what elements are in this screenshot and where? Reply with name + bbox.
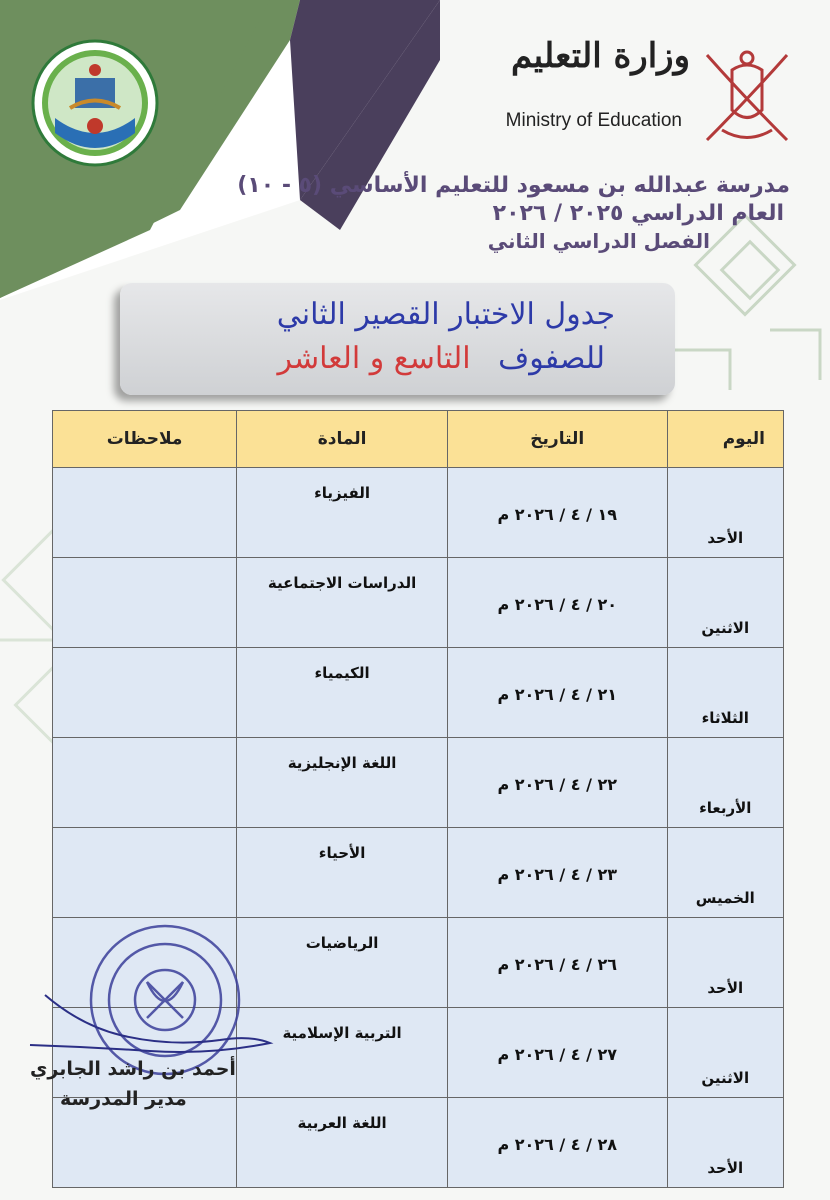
title-banner [120, 283, 675, 395]
row-notes [53, 1098, 237, 1188]
semester: الفصل الدراسي الثاني [487, 229, 710, 253]
row-day: الأحد [667, 918, 783, 1008]
row-date: ٢٠ / ٤ / ٢٠٢٦ م [448, 558, 668, 648]
table-row [53, 468, 784, 558]
row-subject: الفيزياء [237, 468, 448, 558]
header-subject: المادة [237, 411, 448, 468]
table-row [53, 828, 784, 918]
row-subject: الرياضيات [237, 918, 448, 1008]
signature-scribble [10, 985, 310, 1065]
row-date: ٢٧ / ٤ / ٢٠٢٦ م [448, 1008, 668, 1098]
ministry-arabic-name: وزارة التعليم [511, 36, 690, 76]
row-day: الأحد [667, 1098, 783, 1188]
row-day: الثلاثاء [667, 648, 783, 738]
ministry-english-name: Ministry of Education [505, 110, 682, 131]
row-subject: الكيمياء [237, 648, 448, 738]
row-subject: اللغة العربية [237, 1098, 448, 1188]
table-header-row [53, 411, 784, 468]
row-day: الأربعاء [667, 738, 783, 828]
table-row [53, 648, 784, 738]
table-row [53, 738, 784, 828]
banner-title: جدول الاختبار القصير الثاني [276, 297, 615, 332]
row-date: ٢٦ / ٤ / ٢٠٢٦ م [448, 918, 668, 1008]
row-subject: الأحياء [237, 828, 448, 918]
row-date: ٢٢ / ٤ / ٢٠٢٦ م [448, 738, 668, 828]
banner-subtitle [277, 341, 605, 376]
banner-subtitle-prefix: للصفوف [498, 341, 605, 376]
header-day: اليوم [667, 411, 783, 468]
row-date: ١٩ / ٤ / ٢٠٢٦ م [448, 468, 668, 558]
table-row [53, 558, 784, 648]
row-day: الاثنين [667, 558, 783, 648]
row-subject: التربية الإسلامية [237, 1008, 448, 1098]
school-logo [30, 38, 160, 168]
banner-subtitle-grades: التاسع و العاشر [277, 341, 471, 376]
row-notes [53, 738, 237, 828]
row-day: الخميس [667, 828, 783, 918]
row-date: ٢٣ / ٤ / ٢٠٢٦ م [448, 828, 668, 918]
principal-role: مدير المدرسة [60, 1088, 187, 1110]
row-notes [53, 558, 237, 648]
row-notes [53, 648, 237, 738]
school-titles [230, 172, 790, 254]
oman-emblem-icon [692, 40, 802, 150]
row-date: ٢٨ / ٤ / ٢٠٢٦ م [448, 1098, 668, 1188]
row-day: الأحد [667, 468, 783, 558]
row-subject: اللغة الإنجليزية [237, 738, 448, 828]
school-name: مدرسة عبدالله بن مسعود للتعليم الأساسي (٥ - ١٠) [237, 173, 790, 198]
row-subject: الدراسات الاجتماعية [237, 558, 448, 648]
row-notes [53, 828, 237, 918]
row-notes [53, 468, 237, 558]
row-date: ٢١ / ٤ / ٢٠٢٦ م [448, 648, 668, 738]
header-notes: ملاحظات [53, 411, 237, 468]
principal-name: أحمد بن راشد الجابري [30, 1058, 236, 1080]
academic-year: العام الدراسي ٢٠٢٥ / ٢٠٢٦ [492, 200, 784, 226]
row-day: الاثنين [667, 1008, 783, 1098]
table-row [53, 1098, 784, 1188]
header-date: التاريخ [448, 411, 668, 468]
